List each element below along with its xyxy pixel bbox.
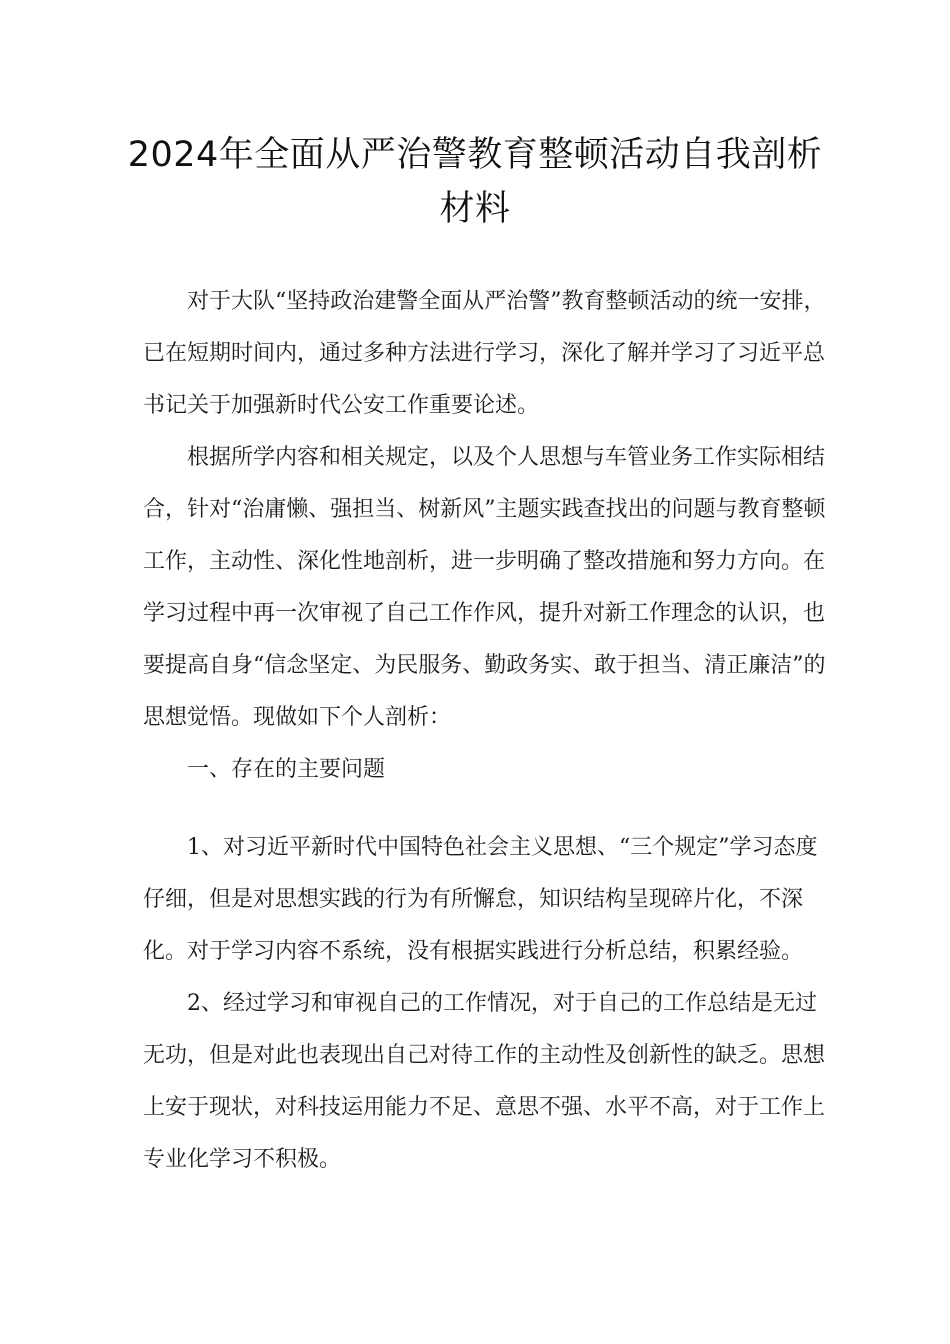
problem-item-2: 2、经过学习和审视自己的工作情况，对于自己的工作总结是无过无功，但是对此也表现出自己对待工作的主动性及创新性的缺乏。思想上安于现状，对科技运用能力不足、意思不强、水平不高，对于工作上专业化学习不积极。 <box>143 991 826 1172</box>
problem-item-1: 1、对习近平新时代中国特色社会主义思想、“三个规定”学习态度仔细，但是对思想实践的行为有所懈怠，知识结构呈现碎片化，不深化。对于学习内容不系统，没有根据实践进行分析总结，积累经验。 <box>143 835 818 964</box>
paragraph-intro: 对于大队“坚持政治建警全面从严治警”教育整顿活动的统一安排，已在短期时间内，通过多种方法进行学习，深化了解并学习了习近平总书记关于加强新时代公安工作重要论述。 <box>143 289 826 418</box>
problems-section <box>143 822 828 1186</box>
intro-section <box>143 276 828 796</box>
paragraph-basis: 根据所学内容和相关规定，以及个人思想与车管业务工作实际相结合，针对“治庸懒、强担当、树新风”主题实践查找出的问题与教育整顿工作，主动性、深化性地剖析，进一步明确了整改措施和努力方向。在学习过程中再一次审视了自己工作作风，提升对新工作理念的认识，也要提高自身“信念坚定、为民服务、勤政务实、敢于担当、清正廉洁”的思想觉悟。现做如下个人剖析： <box>143 445 826 730</box>
document-title: 2024年全面从严治警教育整顿活动自我剖析材料 <box>127 135 823 229</box>
section-heading: 一、存在的主要问题 <box>187 757 386 782</box>
